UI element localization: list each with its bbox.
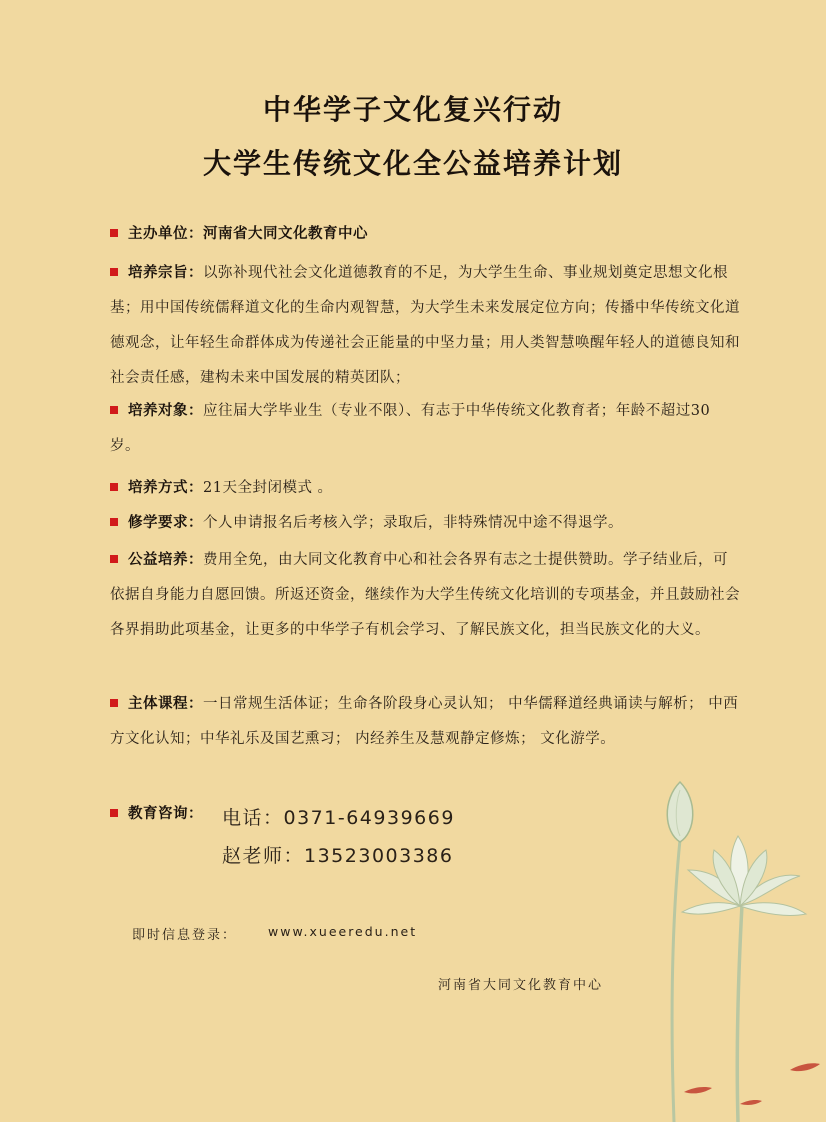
item-text: 21天全封闭模式 。 (203, 480, 333, 496)
item-text: 个人申请报名后考核入学；录取后，非特殊情况中途不得退学。 (203, 515, 623, 531)
item-label: 培养方式： (128, 479, 203, 496)
org-signature: 河南省大同文化教育中心 (438, 978, 604, 993)
info-target (110, 393, 740, 464)
item-label: 主办单位： (128, 225, 203, 242)
item-text: 一日常规生活体证；生命各阶段身心灵认知； 中华儒释道经典诵读与解析； 中西方文化认知；中华礼乐及国艺熏习； 内经养生及慧观静定修炼； 文化游学。 (110, 696, 739, 747)
lotus-decoration (640, 770, 826, 1122)
sub-title: 大学生传统文化全公益培养计划 (202, 147, 623, 180)
item-label: 主体课程： (128, 695, 203, 712)
item-label: 培养宗旨： (128, 264, 203, 281)
contact-phone: 电话：0371-64939669 (222, 807, 455, 829)
bullet-icon (110, 555, 118, 563)
bullet-icon (110, 406, 118, 414)
main-title: 中华学子文化复兴行动 (262, 93, 563, 126)
info-purpose (110, 255, 740, 396)
item-text: 应往届大学毕业生（专业不限）、有志于中华传统文化教育者；年龄不超过30岁。 (110, 403, 711, 454)
im-label: 即时信息登录： (132, 928, 238, 943)
item-label: 公益培养： (128, 551, 203, 568)
bullet-icon (110, 699, 118, 707)
item-text: 费用全免，由大同文化教育中心和社会各界有志之士提供赞助。学子结业后，可依据自身能力自愿回馈。所返还资金，继续作为大学生传统文化培训的专项基金，并且鼓励社会各界捐助此项基金，让更多的中华学子有机会学习、了解民族文化，担当民族文化的大义。 (110, 552, 740, 638)
info-mode (110, 470, 740, 506)
bullet-icon (110, 809, 118, 817)
info-organizer (110, 216, 740, 252)
website-link[interactable]: www.xueeredu.net (268, 924, 418, 939)
item-label: 修学要求： (128, 514, 203, 531)
info-public-welfare (110, 542, 740, 648)
item-text: 河南省大同文化教育中心 (203, 225, 368, 242)
item-label: 教育咨询： (128, 805, 203, 822)
bullet-icon (110, 518, 118, 526)
contact-teacher: 赵老师：13523003386 (222, 845, 454, 867)
info-requirement (110, 505, 740, 541)
bullet-icon (110, 229, 118, 237)
bullet-icon (110, 268, 118, 276)
bullet-icon (110, 483, 118, 491)
item-label: 培养对象： (128, 402, 203, 419)
info-courses (110, 686, 740, 757)
item-text: 以弥补现代社会文化道德教育的不足，为大学生生命、事业规划奠定思想文化根基；用中国传统儒释道文化的生命内观智慧，为大学生未来发展定位方向；传播中华传统文化道德观念，让年轻生命群体成为传递社会正能量的中坚力量；用人类智慧唤醒年轻人的道德良知和社会责任感，建构未来中国发展的精英团队； (110, 265, 740, 386)
